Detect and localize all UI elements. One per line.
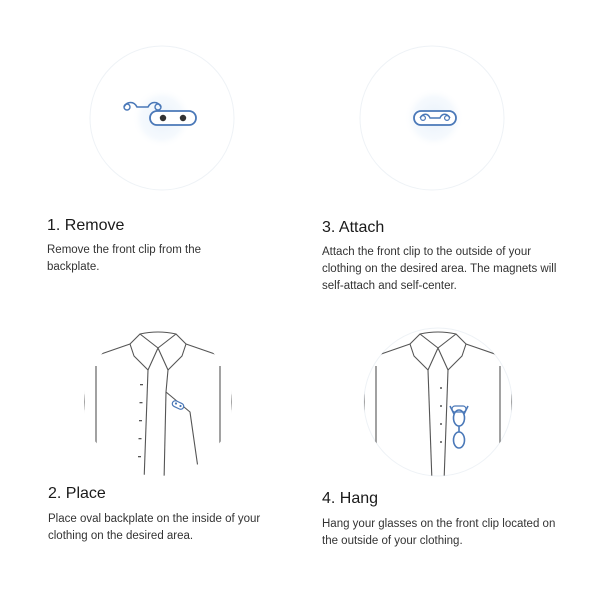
- step-4-title: 4. Hang: [322, 490, 379, 507]
- clip-attached-icon: [352, 38, 512, 198]
- step-3-description: Attach the front clip to the outside of your clothing on the desired area. The magnets will self-attach and self-center.: [322, 246, 557, 292]
- step-1-title: 1. Remove: [47, 217, 125, 234]
- step-1-description: Remove the front clip from the backplate.: [47, 244, 202, 273]
- step-3-illustration: [352, 38, 512, 198]
- step-1-illustration: [82, 38, 242, 198]
- shirt-glasses-icon: [358, 322, 518, 482]
- step-2-description: Place oval backplate on the inside of your clothing on the desired area.: [48, 513, 261, 542]
- step-3-title: 3. Attach: [322, 219, 385, 236]
- clip-separated-icon: [82, 38, 242, 198]
- shirt-open-backplate-icon: [78, 322, 238, 482]
- step-2-title: 2. Place: [48, 485, 106, 502]
- step-4-description: Hang your glasses on the front clip located on the outside of your clothing.: [322, 518, 556, 547]
- step-2-illustration: [78, 322, 238, 482]
- step-4-illustration: [358, 322, 518, 482]
